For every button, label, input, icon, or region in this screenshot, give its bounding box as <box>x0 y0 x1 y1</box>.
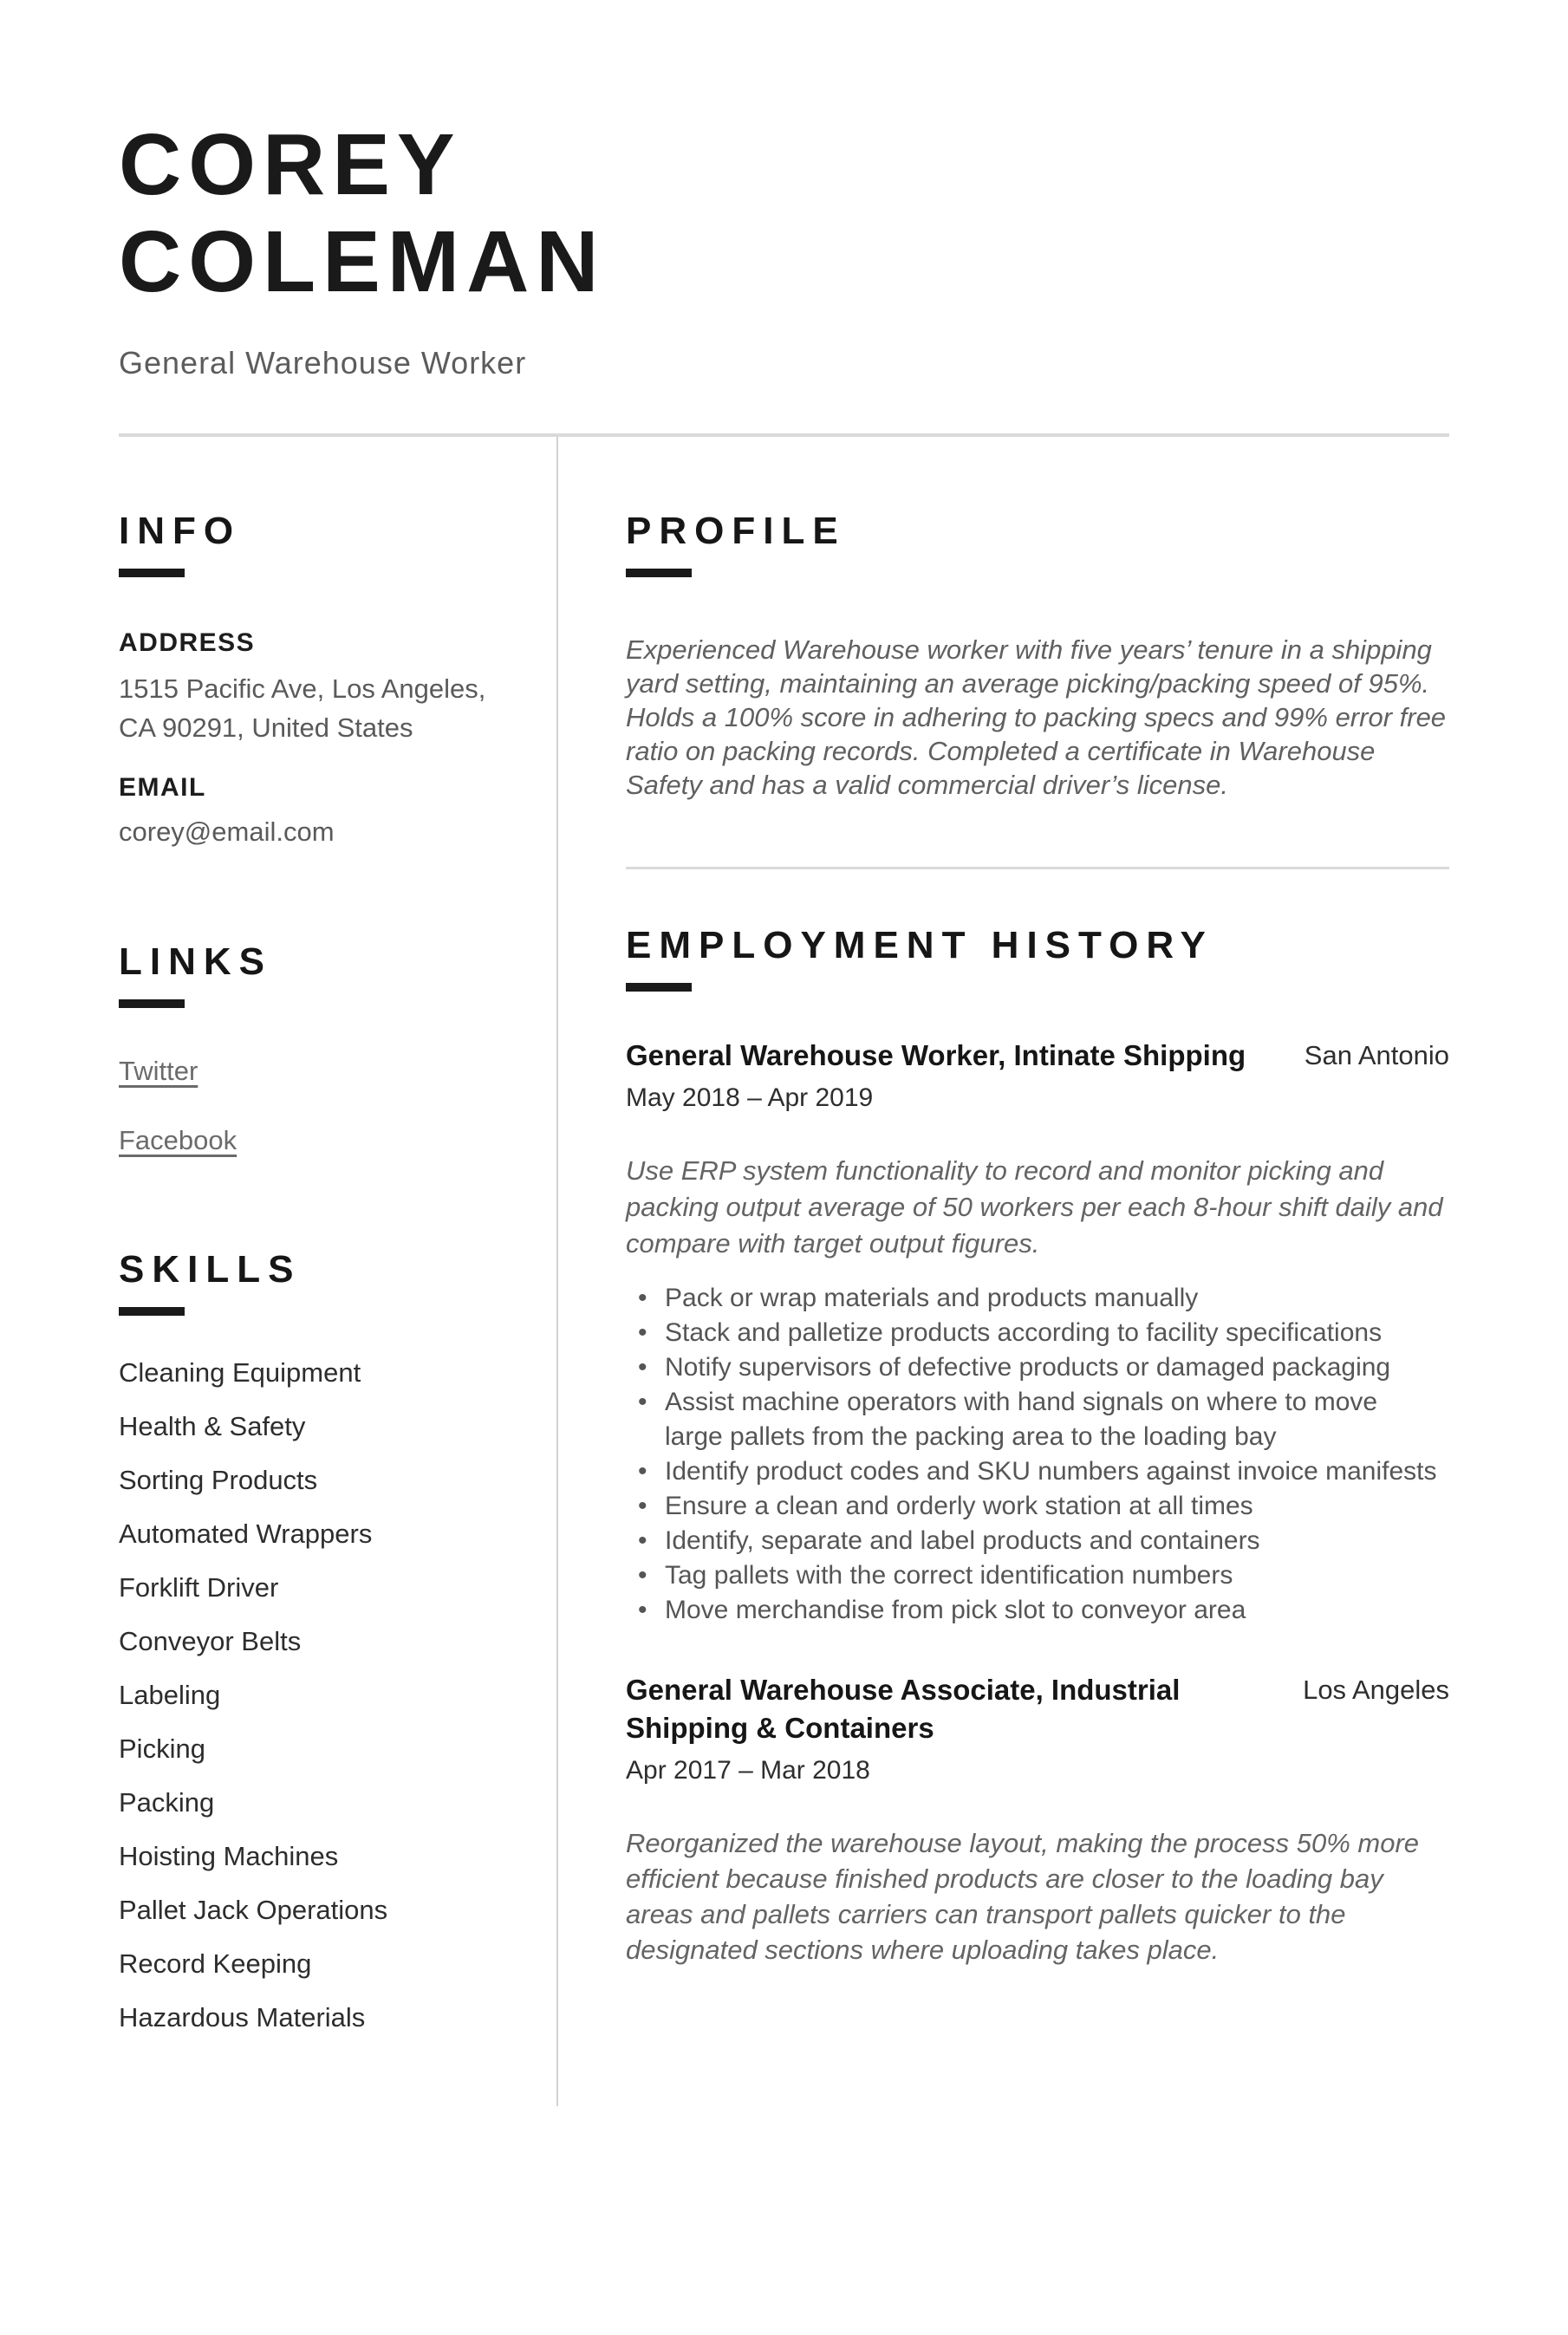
profile-text: Experienced Warehouse worker with five years’ tenure in a shipping yard setting, maintaining an average picking/packing speed of 95%. Holds a 100% score in adhering to packing specs and 99% error free ratio on packing records. Completed a certificate in Warehouse Safety and has a valid commercial driver’s license. <box>626 634 1447 800</box>
name-line-1: COREY <box>119 116 462 213</box>
skill-item: Forklift Driver <box>119 1572 279 1603</box>
skill-item: Sorting Products <box>119 1465 318 1495</box>
profile-section <box>626 508 1449 802</box>
main-column <box>558 437 1449 2106</box>
skill-item: Record Keeping <box>119 1948 312 1979</box>
skills-section <box>119 1246 526 2035</box>
bullet-item: • Ensure a clean and orderly work station at all times <box>626 1489 1441 1524</box>
employment-heading: EMPLOYMENT HISTORY <box>626 924 1213 966</box>
links-heading: LINKS <box>119 940 272 983</box>
candidate-name <box>119 116 1449 310</box>
job-title: General Warehouse Associate, Industrial Shipping & Containers <box>626 1674 1181 1744</box>
content-columns <box>119 437 1449 2106</box>
bullet-item: • Tag pallets with the correct identification numbers <box>626 1558 1441 1593</box>
job-location: San Antonio <box>1304 1040 1449 1070</box>
job-dates: Apr 2017 – Mar 2018 <box>626 1756 870 1785</box>
job-location: Los Angeles <box>1303 1675 1449 1705</box>
bullet-item: • Stack and palletize products according to facility specifications <box>626 1316 1441 1350</box>
address-value: 1515 Pacific Ave, Los Angeles, CA 90291, United States <box>119 673 486 743</box>
links-section <box>119 939 526 1157</box>
bullet-item: • Identify, separate and label products and containers <box>626 1524 1441 1558</box>
job-summary: Use ERP system functionality to record and monitor picking and packing output average of 50 workers per each 8-hour shift daily and compare with target output figures. <box>626 1155 1443 1259</box>
skills-heading-rule <box>119 1307 185 1316</box>
links-heading-rule <box>119 999 185 1008</box>
name-line-2: COLEMAN <box>119 213 606 310</box>
skill-item: Automated Wrappers <box>119 1519 373 1549</box>
job-header <box>626 1671 1449 1747</box>
profile-heading-rule <box>626 569 692 577</box>
employment-section <box>626 922 1449 1968</box>
skill-item: Pallet Jack Operations <box>119 1895 388 1925</box>
section-divider <box>626 867 1449 869</box>
skill-item: Labeling <box>119 1680 221 1710</box>
skill-item: Picking <box>119 1733 205 1764</box>
employment-heading-rule <box>626 983 692 992</box>
header <box>119 116 1449 382</box>
bullet-item: • Assist machine operators with hand signals on where to move large pallets from the packing area to the loading bay <box>626 1385 1441 1454</box>
info-section <box>119 508 526 849</box>
email-label: EMAIL <box>119 773 206 802</box>
job-title: General Warehouse Worker, Intinate Shipping <box>626 1039 1246 1071</box>
candidate-title: General Warehouse Worker <box>119 345 527 380</box>
email-value: corey@email.com <box>119 816 335 847</box>
link-facebook[interactable]: Facebook <box>119 1125 237 1155</box>
skills-heading: SKILLS <box>119 1248 302 1291</box>
skills-list <box>119 1356 526 2035</box>
skill-item: Packing <box>119 1787 215 1818</box>
skill-item: Cleaning Equipment <box>119 1357 361 1388</box>
job-entry <box>626 1037 1449 1628</box>
job-dates: May 2018 – Apr 2019 <box>626 1083 874 1112</box>
skill-item: Hoisting Machines <box>119 1841 339 1871</box>
skill-item: Hazardous Materials <box>119 2002 366 2033</box>
bullet-item: • Identify product codes and SKU numbers against invoice manifests <box>626 1454 1441 1489</box>
skill-item: Health & Safety <box>119 1411 306 1441</box>
job-header <box>626 1037 1449 1075</box>
job-entry <box>626 1671 1449 1968</box>
address-label: ADDRESS <box>119 628 256 657</box>
bullet-item: • Move merchandise from pick slot to conveyor area <box>626 1593 1441 1628</box>
info-heading: INFO <box>119 510 242 552</box>
sidebar <box>119 437 556 2106</box>
job-summary: Reorganized the warehouse layout, making the process 50% more efficient because finished products are closer to the loading bay areas and pallets carriers can transport pallets quicker to the designated sections where uploading takes place. <box>626 1828 1420 1965</box>
info-heading-rule <box>119 569 185 577</box>
skill-item: Conveyor Belts <box>119 1626 302 1656</box>
resume-page <box>0 116 1568 2335</box>
link-twitter[interactable]: Twitter <box>119 1056 198 1086</box>
bullet-item: • Notify supervisors of defective products or damaged packaging <box>626 1350 1441 1385</box>
job-bullets <box>626 1281 1441 1628</box>
bullet-item: • Pack or wrap materials and products manually <box>626 1281 1441 1316</box>
profile-heading: PROFILE <box>626 510 846 552</box>
